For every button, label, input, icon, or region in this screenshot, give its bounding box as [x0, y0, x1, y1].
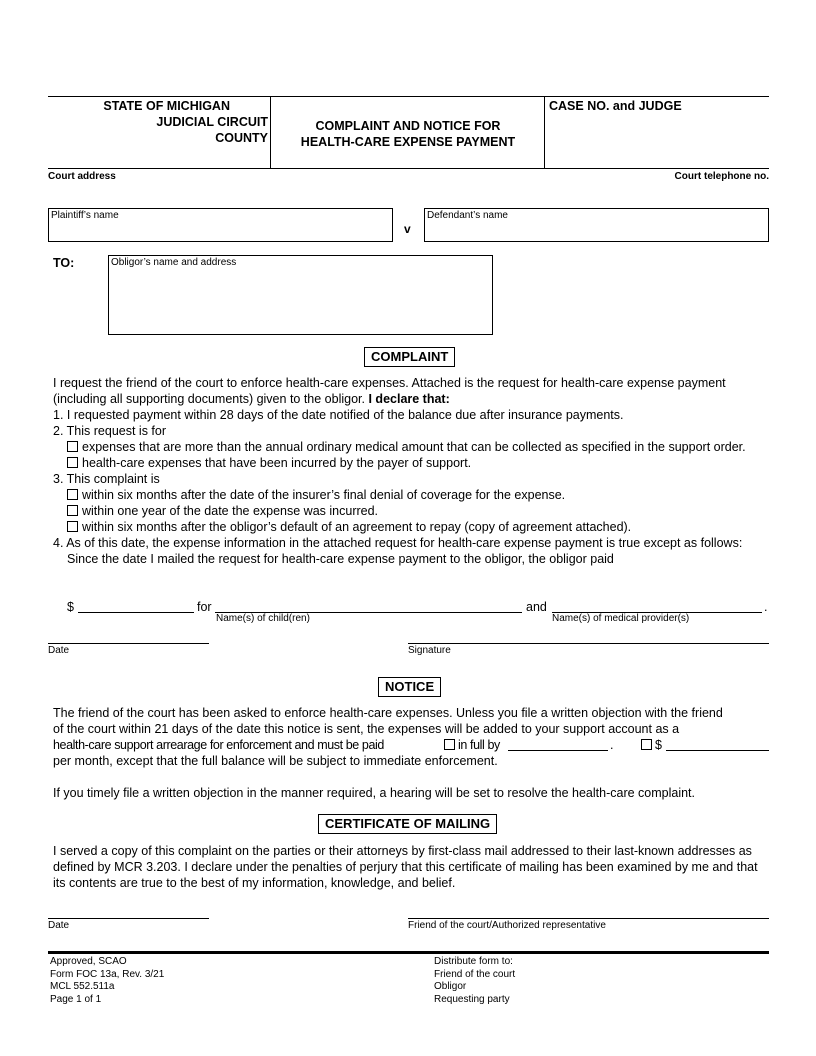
children-label: Name(s) of child(ren) [216, 613, 310, 624]
footer-rule [48, 951, 769, 954]
checkbox-3a[interactable] [67, 489, 78, 500]
representative-label: Friend of the court/Authorized representative [408, 920, 606, 931]
item-2b-text: health-care expenses that have been incurred by the payer of support. [82, 456, 472, 470]
distribute-friend: Friend of the court [434, 968, 516, 980]
footer-left [50, 956, 164, 1006]
form-title-line1: COMPLAINT AND NOTICE FOR [315, 119, 501, 133]
complaint-intro: I request the friend of the court to enforce health-care expenses. Attached is the request for health-care expense payment (including all supporting documents) given to the obligor. I declare that: [53, 376, 726, 406]
header-divider-right [544, 96, 545, 168]
form-title-line2: HEALTH-CARE EXPENSE PAYMENT [300, 135, 516, 149]
checkbox-2a[interactable] [67, 441, 78, 452]
distribute-label: Distribute form to: [434, 956, 513, 967]
for-label: for [197, 600, 212, 614]
case-no-label: CASE NO. and JUDGE [549, 99, 682, 113]
item-3c-row [53, 519, 771, 535]
children-field[interactable] [215, 598, 522, 613]
item-3a-row [53, 487, 771, 503]
complaint-item-1: 1. I requested payment within 28 days of the date notified of the balance due after insurance payments. [53, 408, 624, 422]
notice-line-2: of the court within 21 days of the date this notice is sent, the expenses will be added to your support account as a [53, 722, 680, 736]
plaintiff-field[interactable] [48, 208, 393, 242]
in-full-by-date-field[interactable] [508, 737, 608, 751]
defendant-label: Defendant’s name [427, 210, 508, 221]
monthly-amount-field[interactable] [666, 737, 769, 751]
amount-paid-field[interactable] [78, 598, 194, 613]
form-number: Form FOC 13a, Rev. 3/21 [50, 968, 165, 980]
item-3c-text: within six months after the obligor’s default of an agreement to repay (copy of agreement attached). [82, 520, 632, 534]
approved-label: Approved, SCAO [50, 956, 127, 967]
state-label: STATE OF MICHIGAN [103, 99, 230, 113]
complaint-item-4: 4. As of this date, the expense information in the attached request for health-care expense payment is true except as follows: Since the date I mailed the request for health-care expense payment to the obligor, the obligor paid [53, 536, 743, 566]
complaint-item-3: 3. This complaint is [53, 472, 160, 486]
distribute-obligor: Obligor [434, 981, 467, 992]
certificate-text: I served a copy of this complaint on the parties or their attorneys by first-class mail addressed to their last-known addresses as defined by MCR 3.203. I declare under the penalties of perjury that this certificate of mailing has been examined by me and that its contents are true to the best of my information, knowledge, and belief. [53, 844, 758, 890]
signature-field[interactable] [408, 630, 769, 644]
checkbox-2b[interactable] [67, 457, 78, 468]
in-full-by-dot: . [610, 738, 614, 752]
notice-para-2: If you timely file a written objection in the manner required, a hearing will be set to resolve the health-care complaint. [53, 786, 695, 800]
complaint-body [53, 375, 771, 567]
court-telephone-label: Court telephone no. [674, 171, 769, 182]
checkbox-3b[interactable] [67, 505, 78, 516]
notice-line-4: per month, except that the full balance will be subject to immediate enforcement. [53, 754, 498, 768]
provider-field[interactable] [552, 598, 762, 613]
notice-title: NOTICE [378, 677, 441, 697]
court-address-label: Court address [48, 171, 116, 182]
versus-label: v [404, 222, 411, 236]
item-2a-text: expenses that are more than the annual ordinary medical amount that can be collected as specified in the support order. [82, 440, 746, 454]
declare-label: I declare that: [368, 392, 450, 406]
dollar-sign: $ [67, 600, 74, 614]
notice-body [53, 705, 771, 801]
page-number: Page 1 of 1 [50, 993, 102, 1005]
header-divider-left [270, 96, 271, 168]
item-3a-text: within six months after the date of the insurer’s final denial of coverage for the expense. [82, 488, 566, 502]
complaint-date-field[interactable] [48, 630, 209, 644]
complaint-item-2: 2. This request is for [53, 424, 167, 438]
obligor-label: Obligor’s name and address [111, 257, 237, 268]
defendant-field[interactable] [424, 208, 769, 242]
checkbox-monthly[interactable] [641, 739, 652, 750]
plaintiff-label: Plaintiff’s name [51, 210, 119, 221]
checkbox-in-full[interactable] [444, 739, 455, 750]
header-bottom-rule [48, 168, 769, 169]
complaint-title: COMPLAINT [364, 347, 455, 367]
checkbox-3c[interactable] [67, 521, 78, 532]
certificate-title: CERTIFICATE OF MAILING [318, 814, 497, 834]
header-top-rule [48, 96, 769, 97]
item-3b-text: within one year of the date the expense was incurred. [82, 504, 379, 518]
item-2b-row [53, 455, 771, 471]
county-label: COUNTY [215, 131, 268, 145]
certificate-date-label: Date [48, 920, 70, 931]
notice-line-3-text: health-care support arrearage for enforcement and must be paid [53, 738, 384, 752]
obligor-field[interactable] [108, 255, 493, 335]
signature-label: Signature [408, 645, 451, 656]
provider-label: Name(s) of medical provider(s) [552, 613, 690, 624]
notice-line-3 [53, 737, 771, 753]
footer-right [434, 956, 515, 1006]
item-3b-row [53, 503, 771, 519]
certificate-date-field[interactable] [48, 905, 209, 919]
notice-line-1: The friend of the court has been asked to enforce health-care expenses. Unless you file a written objection with the friend [53, 706, 723, 720]
mcl-label: MCL 552.511a [50, 981, 115, 992]
in-full-by-label: in full by [458, 738, 500, 752]
item-2a-row [53, 439, 771, 455]
and-label: and [526, 600, 547, 614]
circuit-label: JUDICIAL CIRCUIT [156, 115, 268, 129]
monthly-dollar-sign: $ [655, 738, 662, 752]
distribute-requesting: Requesting party [434, 993, 510, 1005]
to-label: TO: [53, 256, 75, 270]
complaint-date-label: Date [48, 645, 70, 656]
period-mark: . [764, 600, 768, 614]
representative-field[interactable] [408, 905, 769, 919]
